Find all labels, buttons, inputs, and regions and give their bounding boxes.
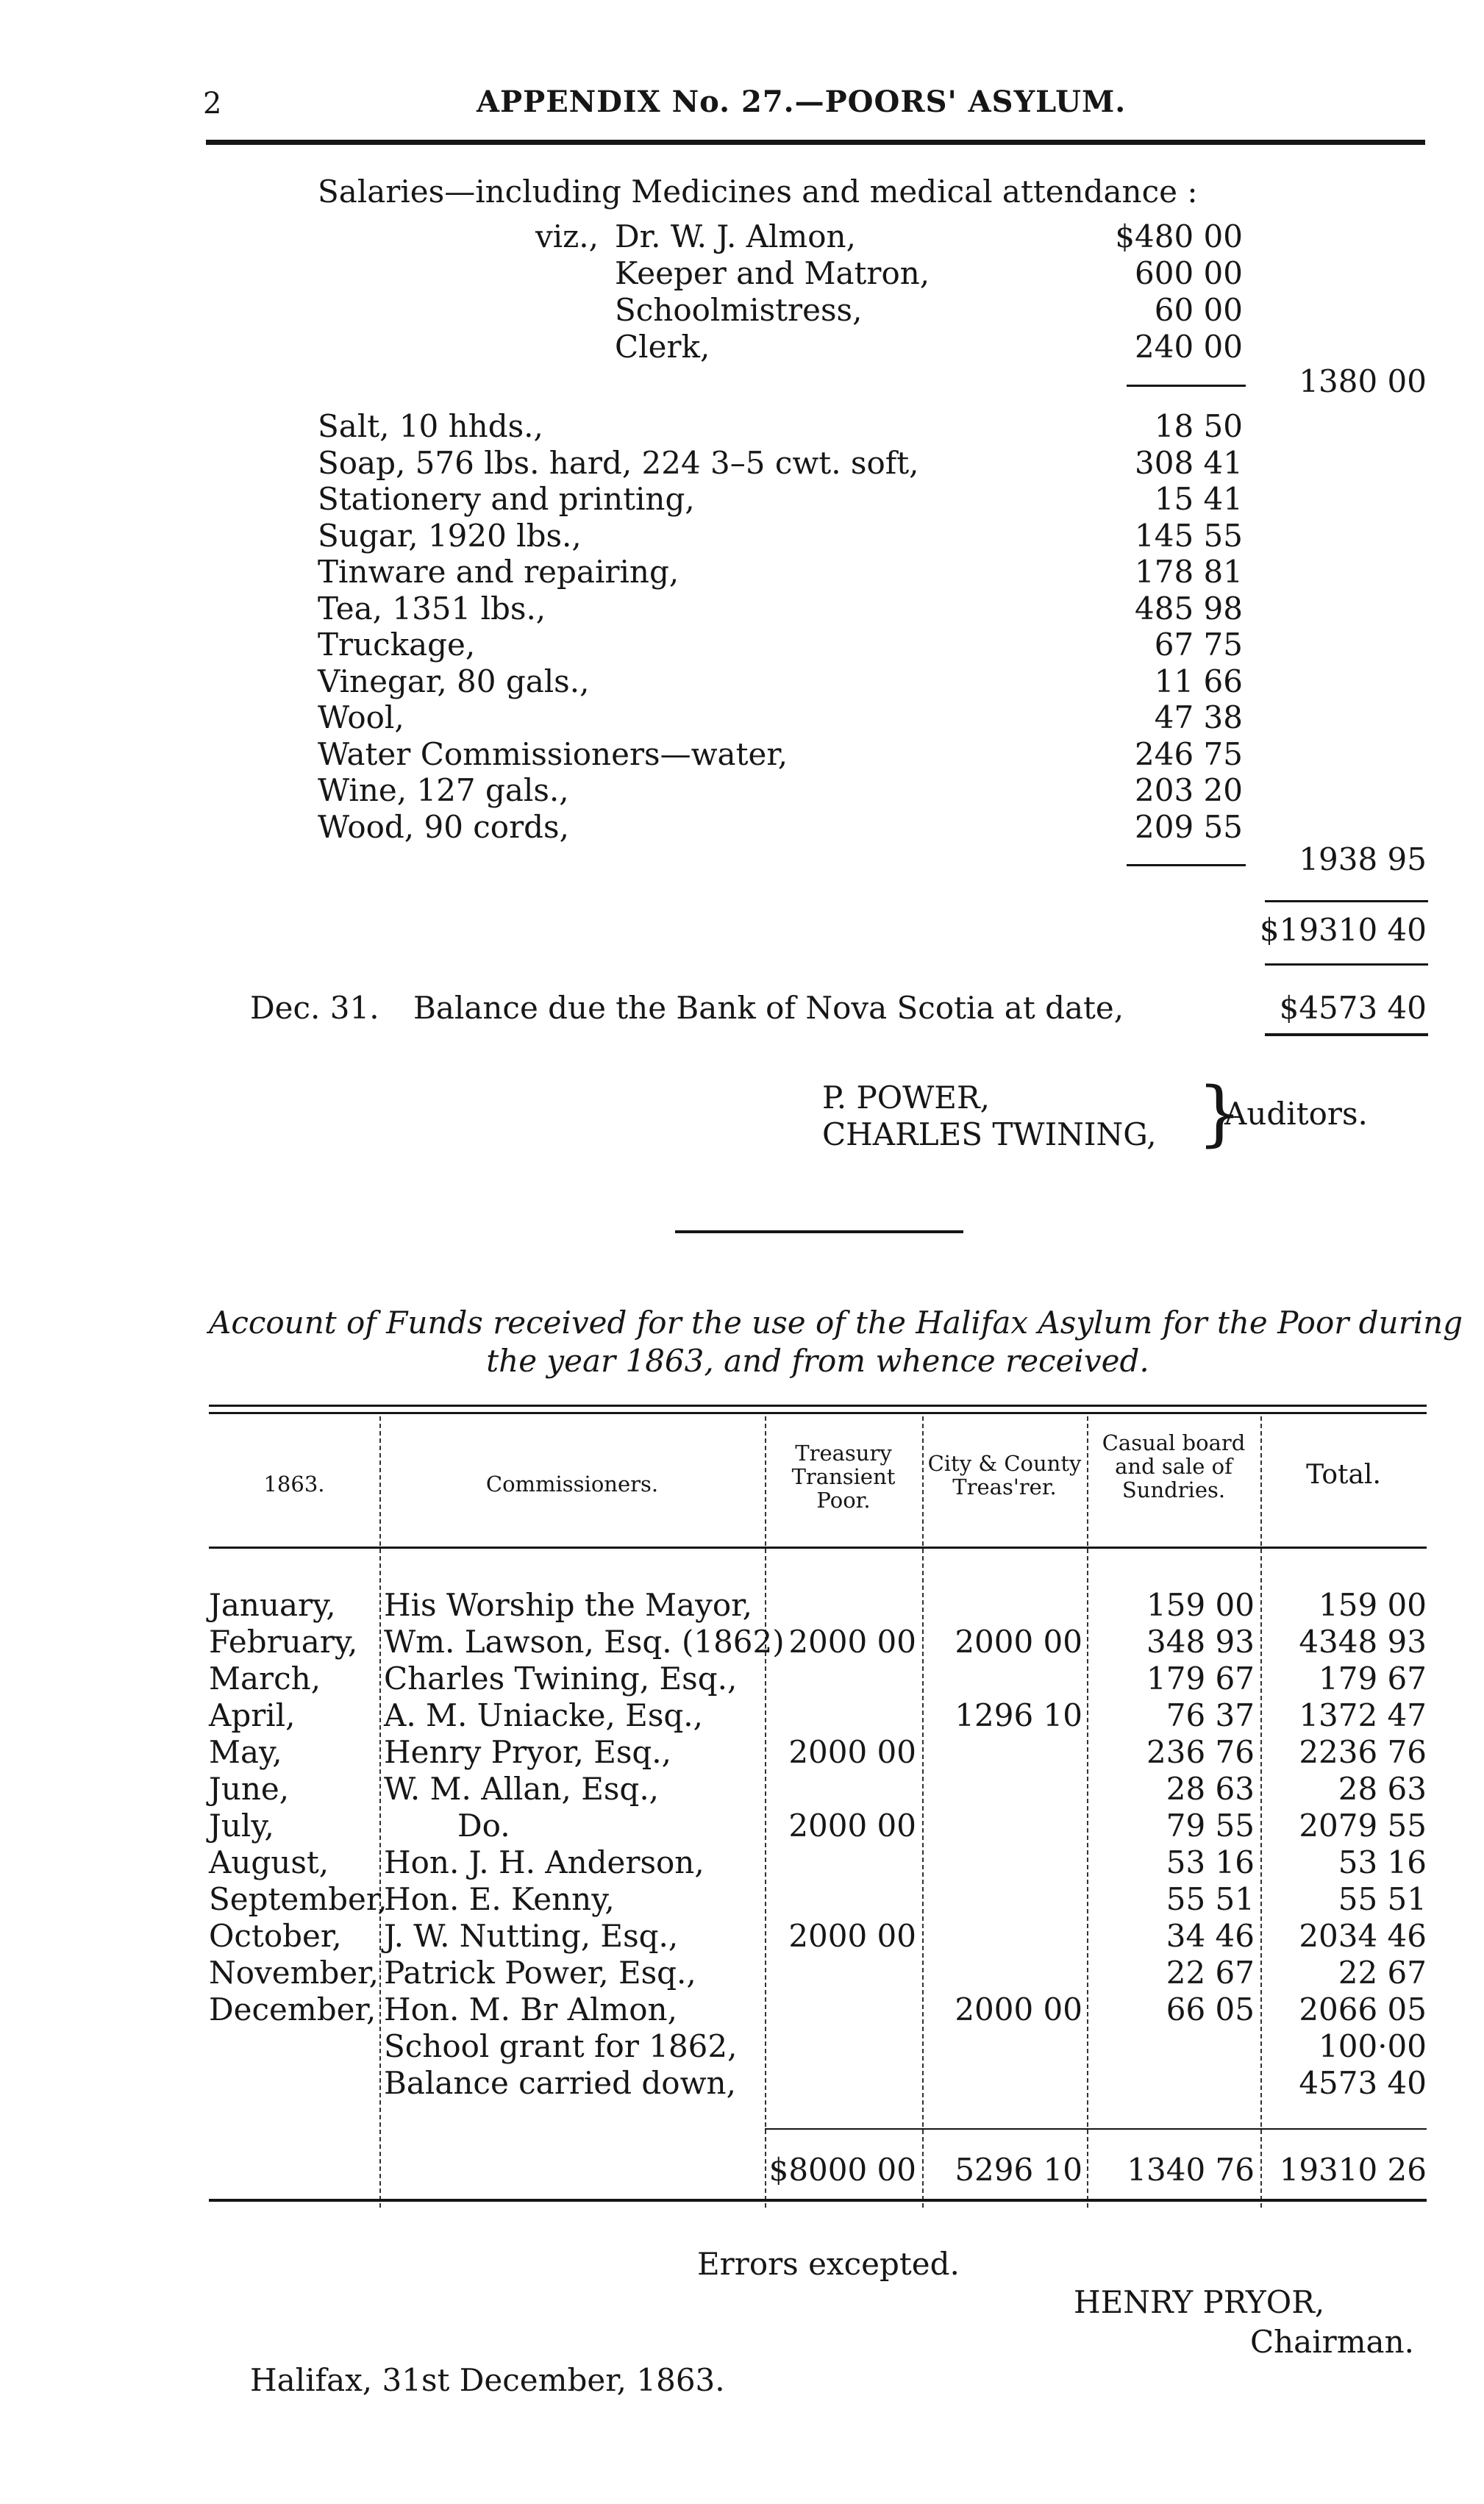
expense-label: Vinegar, 80 gals., <box>318 663 590 699</box>
table-bottom-rule <box>209 2199 1427 2202</box>
row-total: 100·00 <box>1319 2028 1427 2064</box>
expense-label: Wool, <box>318 699 404 735</box>
row-casual: 66 05 <box>1166 1991 1255 2027</box>
row-treasury: 2000 00 <box>788 1624 916 1660</box>
row-total: 55 51 <box>1338 1881 1427 1917</box>
row-casual: 348 93 <box>1146 1624 1255 1660</box>
expense-amount: 145 55 <box>1135 518 1243 554</box>
expense-label: Salt, 10 hhds., <box>318 408 543 444</box>
total-treasury: $8000 00 <box>768 2152 916 2188</box>
column-header: City & County Treas'rer. <box>927 1451 1082 1499</box>
row-city: 2000 00 <box>955 1624 1082 1660</box>
row-total: 53 16 <box>1338 1844 1427 1880</box>
row-total: 4348 93 <box>1299 1624 1427 1660</box>
salary-label: Keeper and Matron, <box>615 255 930 291</box>
expense-amount: 209 55 <box>1135 809 1243 845</box>
row-total: 2034 46 <box>1299 1918 1427 1954</box>
row-commissioner: School grant for 1862, <box>384 2028 738 2064</box>
expense-label: Water Commissioners—water, <box>318 736 788 772</box>
row-commissioner: Patrick Power, Esq., <box>384 1955 696 1991</box>
salaries-total: 1380 00 <box>1299 363 1427 399</box>
row-month: June, <box>209 1771 290 1807</box>
row-total: 22 67 <box>1338 1955 1427 1991</box>
row-casual: 34 46 <box>1166 1918 1255 1954</box>
expense-amount: 47 38 <box>1154 699 1243 735</box>
auditor-name: P. POWER, <box>822 1080 990 1116</box>
expense-label: Wine, 127 gals., <box>318 772 569 808</box>
expense-label: Sugar, 1920 lbs., <box>318 518 582 554</box>
total-rule <box>1265 900 1428 902</box>
expense-label: Tinware and repairing, <box>318 554 679 590</box>
balance-amount: $4573 40 <box>1279 990 1427 1026</box>
row-commissioner: Do. <box>457 1808 510 1844</box>
salary-label: Schoolmistress, <box>615 292 863 328</box>
expense-amount: 308 41 <box>1135 445 1243 481</box>
row-casual: 53 16 <box>1166 1844 1255 1880</box>
row-total: 2066 05 <box>1299 1991 1427 2027</box>
row-commissioner: Hon. M. Br Almon, <box>384 1991 677 2027</box>
row-treasury: 2000 00 <box>788 1734 916 1770</box>
row-casual: 55 51 <box>1166 1881 1255 1917</box>
salaries-prefix: viz., <box>535 218 599 254</box>
row-casual: 79 55 <box>1166 1808 1255 1844</box>
section-divider <box>675 1230 963 1233</box>
column-header: Treasury Transient Poor. <box>791 1441 896 1513</box>
expense-label: Tea, 1351 lbs., <box>318 591 546 627</box>
total-rule <box>1265 963 1428 966</box>
expense-amount: 178 81 <box>1135 554 1243 590</box>
row-month: January, <box>209 1587 336 1623</box>
row-month: March, <box>209 1661 321 1697</box>
signer-title: Chairman. <box>1250 2324 1415 2360</box>
salary-amount: $480 00 <box>1115 218 1243 254</box>
total-city: 5296 10 <box>955 2152 1082 2188</box>
row-commissioner: Wm. Lawson, Esq. (1862) <box>384 1624 785 1660</box>
header-bottom-rule <box>209 1547 1427 1549</box>
column-header: Total. <box>1306 1460 1381 1490</box>
table-top-rule <box>209 1412 1427 1414</box>
row-month: November, <box>209 1955 379 1991</box>
expense-amount: 203 20 <box>1135 772 1243 808</box>
expense-amount: 485 98 <box>1135 591 1243 627</box>
row-commissioner: W. M. Allan, Esq., <box>384 1771 660 1807</box>
errors-excepted: Errors excepted. <box>697 2246 960 2282</box>
expense-label: Stationery and printing, <box>318 481 695 517</box>
expense-amount: 18 50 <box>1154 408 1243 444</box>
row-total: 28 63 <box>1338 1771 1427 1807</box>
row-commissioner: His Worship the Mayor, <box>384 1587 752 1623</box>
expense-label: Soap, 576 lbs. hard, 224 3–5 cwt. soft, <box>318 445 919 481</box>
balance-date: Dec. 31. <box>250 990 379 1026</box>
row-month: September, <box>209 1881 388 1917</box>
row-total: 179 67 <box>1319 1661 1427 1697</box>
expenses-total: 1938 95 <box>1299 841 1427 877</box>
account-title-line2: the year 1863, and from whence received. <box>486 1343 1149 1379</box>
signer-name: HENRY PRYOR, <box>1074 2284 1325 2320</box>
subtotal-rule <box>1127 385 1246 387</box>
row-month: July, <box>209 1808 274 1844</box>
table-top-rule <box>209 1405 1427 1407</box>
subtotal-rule <box>1127 864 1246 866</box>
expense-label: Truckage, <box>318 627 476 663</box>
row-month: May, <box>209 1734 282 1770</box>
row-month: December, <box>209 1991 377 2027</box>
row-total: 2236 76 <box>1299 1734 1427 1770</box>
column-header: 1863. <box>263 1472 325 1497</box>
auditors-role: Auditors. <box>1224 1096 1368 1132</box>
expense-label: Wood, 90 cords, <box>318 809 569 845</box>
column-header: Casual board and sale of Sundries. <box>1102 1430 1246 1502</box>
auditor-name: CHARLES TWINING, <box>822 1116 1157 1152</box>
row-month: February, <box>209 1624 358 1660</box>
row-total: 1372 47 <box>1299 1697 1427 1733</box>
row-month: August, <box>209 1844 329 1880</box>
row-casual: 179 67 <box>1146 1661 1255 1697</box>
balance-rule <box>1265 1033 1428 1036</box>
row-total: 2079 55 <box>1299 1808 1427 1844</box>
page-title: APPENDIX No. 27.—POORS' ASYLUM. <box>477 85 1127 119</box>
balance-label: Balance due the Bank of Nova Scotia at date, <box>413 990 1124 1026</box>
header-rule <box>206 140 1425 145</box>
row-city: 2000 00 <box>955 1991 1082 2027</box>
grand-total: $19310 40 <box>1259 912 1427 948</box>
salary-amount: 60 00 <box>1154 292 1243 328</box>
row-total: 4573 40 <box>1299 2065 1427 2101</box>
salaries-heading: Salaries—including Medicines and medical attendance : <box>318 174 1198 210</box>
expense-amount: 15 41 <box>1154 481 1243 517</box>
row-casual: 236 76 <box>1146 1734 1255 1770</box>
salary-amount: 600 00 <box>1135 255 1243 291</box>
row-commissioner: Henry Pryor, Esq., <box>384 1734 672 1770</box>
expense-amount: 11 66 <box>1154 663 1243 699</box>
place-date: Halifax, 31st December, 1863. <box>250 2362 725 2398</box>
row-casual: 28 63 <box>1166 1771 1255 1807</box>
total-total: 19310 26 <box>1279 2152 1427 2188</box>
row-commissioner: Hon. E. Kenny, <box>384 1881 615 1917</box>
column-header: Commissioners. <box>485 1472 659 1497</box>
column-divider <box>922 1416 924 2208</box>
row-commissioner: Hon. J. H. Anderson, <box>384 1844 704 1880</box>
expense-amount: 246 75 <box>1135 736 1243 772</box>
row-casual: 76 37 <box>1166 1697 1255 1733</box>
row-month: October, <box>209 1918 342 1954</box>
row-city: 1296 10 <box>955 1697 1082 1733</box>
row-commissioner: Balance carried down, <box>384 2065 736 2101</box>
row-treasury: 2000 00 <box>788 1808 916 1844</box>
salary-label: Clerk, <box>615 329 710 365</box>
row-casual: 22 67 <box>1166 1955 1255 1991</box>
row-month: April, <box>209 1697 296 1733</box>
row-casual: 159 00 <box>1146 1587 1255 1623</box>
row-treasury: 2000 00 <box>788 1918 916 1954</box>
column-divider <box>379 1416 381 2208</box>
expense-amount: 67 75 <box>1154 627 1243 663</box>
salary-label: Dr. W. J. Almon, <box>615 218 856 254</box>
row-total: 159 00 <box>1319 1587 1427 1623</box>
row-commissioner: A. M. Uniacke, Esq., <box>384 1697 703 1733</box>
row-commissioner: Charles Twining, Esq., <box>384 1661 738 1697</box>
salary-amount: 240 00 <box>1135 329 1243 365</box>
page-number: 2 <box>203 87 222 121</box>
total-casual: 1340 76 <box>1127 2152 1255 2188</box>
brace: } <box>1197 1072 1243 1155</box>
totals-rule <box>765 2128 1427 2130</box>
account-title-line1: Account of Funds received for the use of the Halifax Asylum for the Poor during <box>209 1305 1463 1341</box>
row-commissioner: J. W. Nutting, Esq., <box>384 1918 679 1954</box>
